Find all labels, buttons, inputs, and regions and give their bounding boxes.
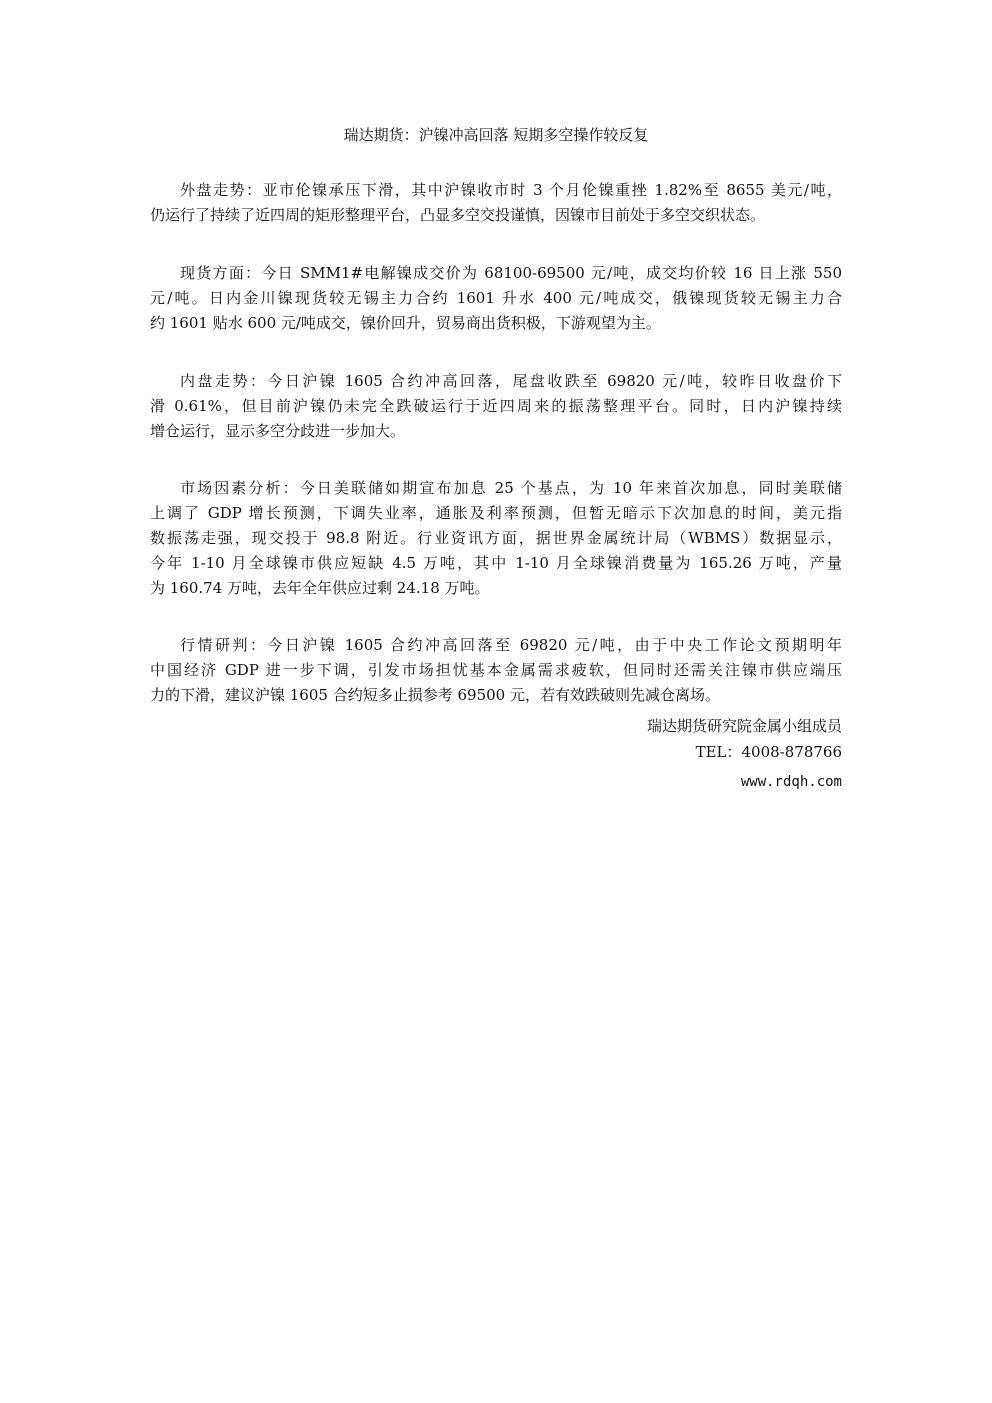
paragraph-line: 行情研判：今日沪镍 1605 合约冲高回落至 69820 元/吨，由于中央工作论文预期明年 bbox=[180, 636, 842, 654]
paragraph-line: 数振荡走强，现交投于 98.8 附近。行业资讯方面，据世界金属统计局（WBMS）数据显示， bbox=[150, 529, 842, 547]
paragraph-market-factors bbox=[150, 476, 842, 601]
paragraph-line: 仍运行了持续了近四周的矩形整理平台，凸显多空交投谨慎，因镍市目前处于多空交织状态。 bbox=[150, 206, 766, 224]
paragraph-line: 滑 0.61%，但目前沪镍仍未完全跌破运行于近四周来的振荡整理平台。同时，日内沪镍持续 bbox=[150, 397, 842, 415]
paragraph-line: 现货方面：今日 SMM1#电解镍成交价为 68100-69500 元/吨，成交均价较 16 日上涨 550 bbox=[180, 264, 842, 282]
paragraph-line: 增仓运行，显示多空分歧进一步加大。 bbox=[150, 422, 406, 440]
document-title: 瑞达期货：沪镍冲高回落 短期多空操作较反复 bbox=[343, 126, 649, 144]
paragraph-spot-market bbox=[150, 261, 842, 336]
paragraph-line: 力的下滑，建议沪镍 1605 合约短多止损参考 69500 元，若有效跌破则先减仓离场。 bbox=[150, 686, 720, 704]
paragraph-market-outlook bbox=[150, 633, 842, 708]
paragraph-domestic-market bbox=[150, 369, 842, 444]
paragraph-line: 今年 1-10 月全球镍市供应短缺 4.5 万吨，其中 1-10 月全球镍消费量为 165.26 万吨，产量 bbox=[150, 554, 842, 572]
paragraph-line: 为 160.74 万吨，去年全年供应过剩 24.18 万吨。 bbox=[150, 579, 490, 597]
paragraph-line: 元/吨。日内金川镍现货较无锡主力合约 1601 升水 400 元/吨成交，俄镍现货较无锡主力合 bbox=[150, 289, 842, 307]
paragraph-line: 市场因素分析：今日美联储如期宣布加息 25 个基点，为 10 年来首次加息，同时美联储 bbox=[180, 479, 842, 497]
paragraph-line: 外盘走势：亚市伦镍承压下滑，其中沪镍收市时 3 个月伦镍重挫 1.82%至 8655 美元/吨， bbox=[180, 181, 842, 199]
signature-tel: TEL：4008-878766 bbox=[695, 743, 842, 761]
signature-website[interactable]: www.rdqh.com bbox=[740, 774, 842, 790]
paragraph-line: 中国经济 GDP 进一步下调，引发市场担忧基本金属需求疲软，但同时还需关注镍市供应端压 bbox=[150, 661, 842, 679]
paragraph-line: 上调了 GDP 增长预测，下调失业率，通胀及利率预测，但暂无暗示下次加息的时间，美元指 bbox=[150, 504, 842, 522]
signature-org: 瑞达期货研究院金属小组成员 bbox=[646, 717, 842, 735]
paragraph-line: 内盘走势：今日沪镍 1605 合约冲高回落，尾盘收跌至 69820 元/吨，较昨日收盘价下 bbox=[180, 372, 842, 390]
paragraph-line: 约 1601 贴水 600 元/吨成交，镍价回升，贸易商出货积极，下游观望为主。 bbox=[150, 314, 661, 332]
paragraph-overseas-market bbox=[150, 178, 842, 228]
